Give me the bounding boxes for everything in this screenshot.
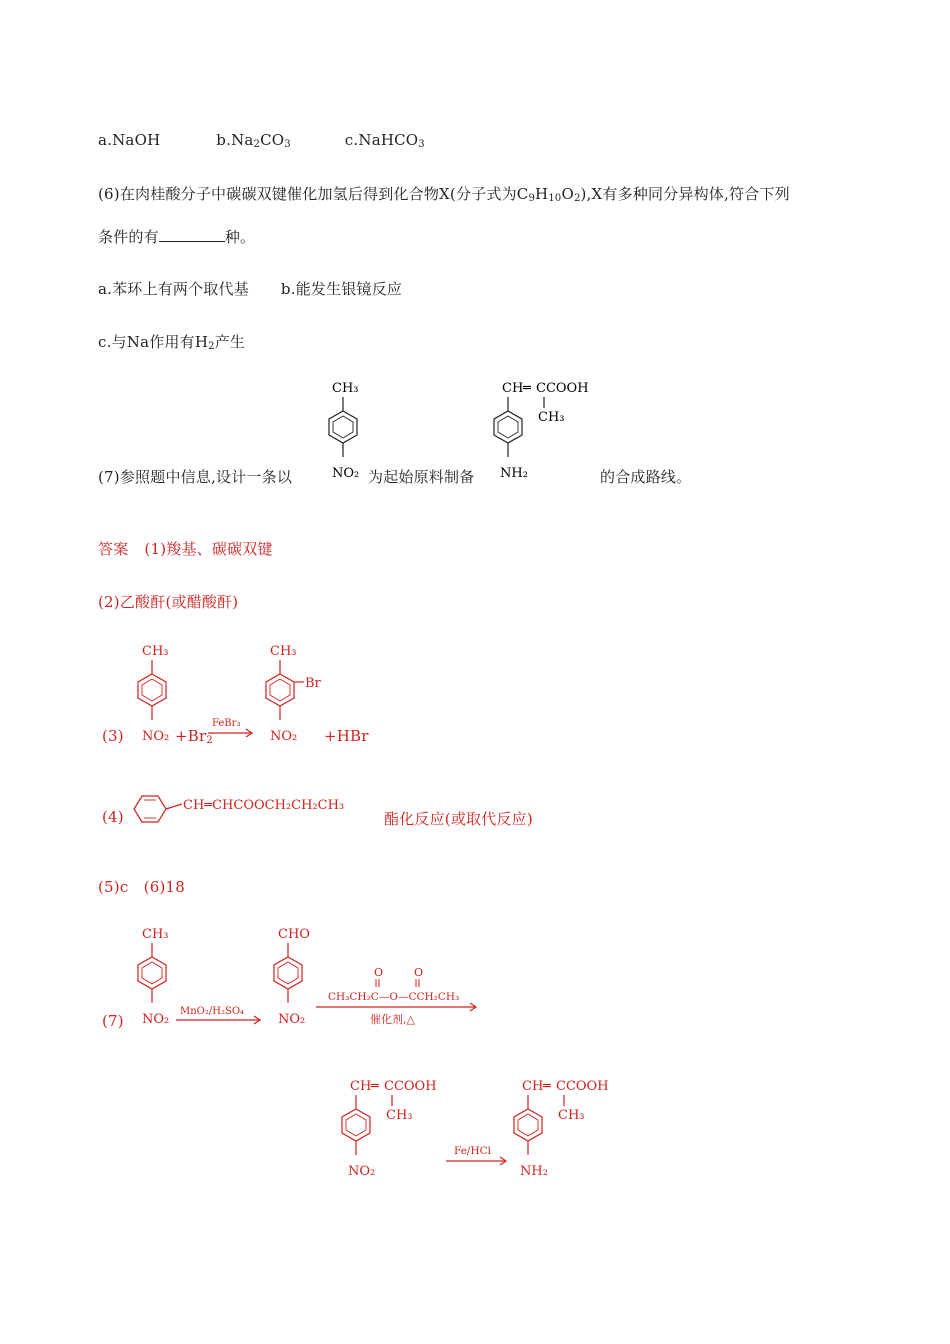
answer-4-reaction-type: 酯化反应(或取代反应) bbox=[384, 810, 533, 828]
svg-text:CHO: CHO bbox=[278, 927, 310, 942]
svg-text:O: O bbox=[374, 966, 384, 979]
svg-text:CCOOH: CCOOH bbox=[536, 381, 589, 396]
svg-text:Fe/HCl: Fe/HCl bbox=[454, 1145, 492, 1157]
svg-text:CH: CH bbox=[502, 381, 524, 396]
svg-text:催化剂,△: 催化剂,△ bbox=[370, 1013, 415, 1026]
answer-4-label: (4) bbox=[102, 808, 124, 826]
a7-arrow-1 bbox=[174, 1003, 264, 1027]
a3-plus-br2: $+Br_2$ bbox=[175, 727, 213, 746]
svg-text:CH: CH bbox=[522, 1079, 544, 1094]
a7-arrow-2 bbox=[314, 965, 484, 1035]
svg-text:Br: Br bbox=[305, 676, 321, 691]
a4-ester-structure bbox=[128, 792, 378, 832]
svg-text:FeBr₃: FeBr₃ bbox=[212, 718, 241, 729]
option-c: c.NaHCO$_3$ bbox=[344, 131, 425, 150]
svg-text:CH₃: CH₃ bbox=[142, 644, 169, 659]
svg-text:NO₂: NO₂ bbox=[142, 1012, 170, 1027]
answer-1: 答案 (1)羧基、碳碳双键 bbox=[98, 540, 273, 558]
a7-arrow-3 bbox=[444, 1144, 510, 1168]
answer-3-label: (3) bbox=[102, 727, 124, 745]
q7-prefix: (7)参照题中信息,设计一条以 bbox=[98, 468, 293, 486]
svg-text:CH₃: CH₃ bbox=[270, 644, 297, 659]
svg-text:CH═CHCOOCH₂CH₂CH₃: CH═CHCOOCH₂CH₂CH₃ bbox=[183, 798, 345, 813]
svg-text:NO₂: NO₂ bbox=[348, 1164, 376, 1179]
q6-line2: 条件的有 种。 bbox=[98, 228, 256, 246]
svg-text:NO₂: NO₂ bbox=[332, 466, 360, 481]
structure-p-nitrotoluene bbox=[312, 375, 372, 485]
answer-7-label: (7) bbox=[102, 1012, 124, 1030]
option-b: $b.Na_2CO_3$ bbox=[216, 131, 291, 150]
svg-text:CH₃: CH₃ bbox=[558, 1108, 585, 1123]
answer-5-6: (5)c (6)18 bbox=[98, 878, 185, 896]
svg-text:NO₂: NO₂ bbox=[142, 729, 170, 744]
svg-text:CH₃CH₂C—O—CCH₂CH₃: CH₃CH₂C—O—CCH₂CH₃ bbox=[328, 991, 460, 1003]
svg-text:CCOOH: CCOOH bbox=[384, 1079, 437, 1094]
a3-arrow bbox=[206, 718, 256, 738]
svg-text:NO₂: NO₂ bbox=[270, 729, 298, 744]
q7-suffix: 的合成路线。 bbox=[600, 468, 692, 486]
answer-blank[interactable] bbox=[159, 227, 225, 242]
svg-text:═: ═ bbox=[543, 1079, 551, 1094]
svg-text:═: ═ bbox=[371, 1079, 379, 1094]
svg-text:CH: CH bbox=[350, 1079, 372, 1094]
svg-text:NH₂: NH₂ bbox=[500, 466, 528, 481]
q6-line1: (6)在肉桂酸分子中碳碳双键催化加氢后得到化合物X(分子式为$C_9H_{10}O_2),X$有多种同分异构体,符合下列 bbox=[98, 185, 790, 204]
svg-text:CH₃: CH₃ bbox=[538, 410, 565, 425]
answer-2: (2)乙酸酐(或醋酸酐) bbox=[98, 593, 239, 611]
q6-conditions-ab: a.苯环上有两个取代基 b.能发生银镜反应 bbox=[98, 280, 403, 298]
option-a: a.NaOH bbox=[98, 131, 161, 149]
svg-text:═: ═ bbox=[523, 381, 531, 396]
a7-final-structure bbox=[508, 1073, 628, 1183]
svg-text:NO₂: NO₂ bbox=[278, 1012, 306, 1027]
q5-options bbox=[98, 131, 425, 149]
svg-text:CH₃: CH₃ bbox=[386, 1108, 413, 1123]
svg-text:CCOOH: CCOOH bbox=[556, 1079, 609, 1094]
svg-text:MnO₂/H₂SO₄: MnO₂/H₂SO₄ bbox=[180, 1006, 245, 1017]
a3-plus-hbr: +HBr bbox=[324, 727, 369, 745]
structure-target-amine bbox=[488, 375, 608, 485]
svg-text:O: O bbox=[414, 966, 424, 979]
svg-text:CH₃: CH₃ bbox=[332, 381, 359, 396]
q6-condition-c: c.与Na作用有$H_2$产生 bbox=[98, 333, 246, 352]
q7-middle: 为起始原料制备 bbox=[368, 468, 475, 486]
svg-text:CH₃: CH₃ bbox=[142, 927, 169, 942]
a3-product-structure bbox=[250, 638, 330, 748]
a7-nitro-acid-structure bbox=[336, 1073, 456, 1183]
svg-text:NH₂: NH₂ bbox=[520, 1164, 548, 1179]
